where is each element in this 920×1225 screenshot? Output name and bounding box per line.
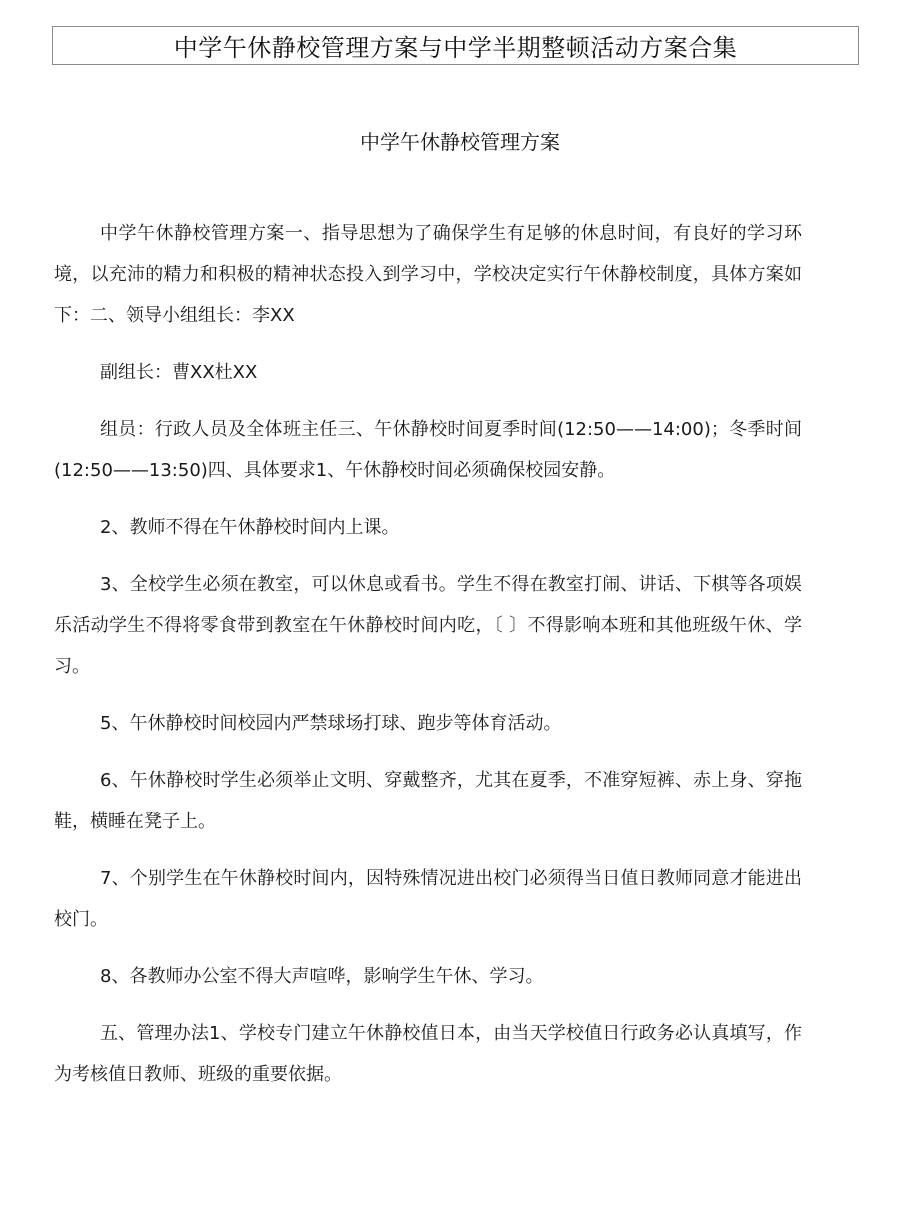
paragraph-rule-2: 2、教师不得在午休静校时间内上课。 (100, 517, 400, 538)
document-body (54, 213, 802, 1111)
header-title-box (52, 26, 859, 65)
paragraph-management: 五、管理办法1、学校专门建立午休静校值日本，由当天学校值日行政务必认真填写，作为考核值日教师、班级的重要依据。 (54, 1023, 802, 1085)
paragraph-guiding-thought: 中学午休静校管理方案一、指导思想为了确保学生有足够的休息时间，有良好的学习环境，以充沛的精力和积极的精神状态投入到学习中，学校决定实行午休静校制度，具体方案如下：二、领导小组组长：李XX (54, 223, 802, 326)
paragraph-members-schedule: 组员：行政人员及全体班主任三、午休静校时间夏季时间(12:50——14:00)；冬季时间(12:50——13:50)四、具体要求1、午休静校时间必须确保校园安静。 (54, 419, 802, 481)
paragraph-rule-8: 8、各教师办公室不得大声喧哗，影响学生午休、学习。 (100, 966, 544, 987)
paragraph-rule-6: 6、午休静校时学生必须举止文明、穿戴整齐，尤其在夏季，不准穿短裤、赤上身、穿拖鞋，横睡在凳子上。 (54, 770, 802, 832)
paragraph-rule-7: 7、个别学生在午休静校时间内，因特殊情况进出校门必须得当日值日教师同意才能进出校门。 (54, 868, 802, 930)
paragraph-deputy-leader: 副组长：曹XX杜XX (100, 362, 258, 383)
paragraph-rule-5: 5、午休静校时间校园内严禁球场打球、跑步等体育活动。 (100, 713, 562, 734)
header-title: 中学午休静校管理方案与中学半期整顿活动方案合集 (173, 34, 738, 62)
section-title: 中学午休静校管理方案 (360, 130, 560, 154)
paragraph-rule-3: 3、全校学生必须在教室，可以休息或看书。学生不得在教室打闹、讲话、下棋等各项娱乐活动学生不得将零食带到教室在午休静校时间内吃，〔 〕不得影响本班和其他班级午休、学习。 (54, 574, 802, 677)
